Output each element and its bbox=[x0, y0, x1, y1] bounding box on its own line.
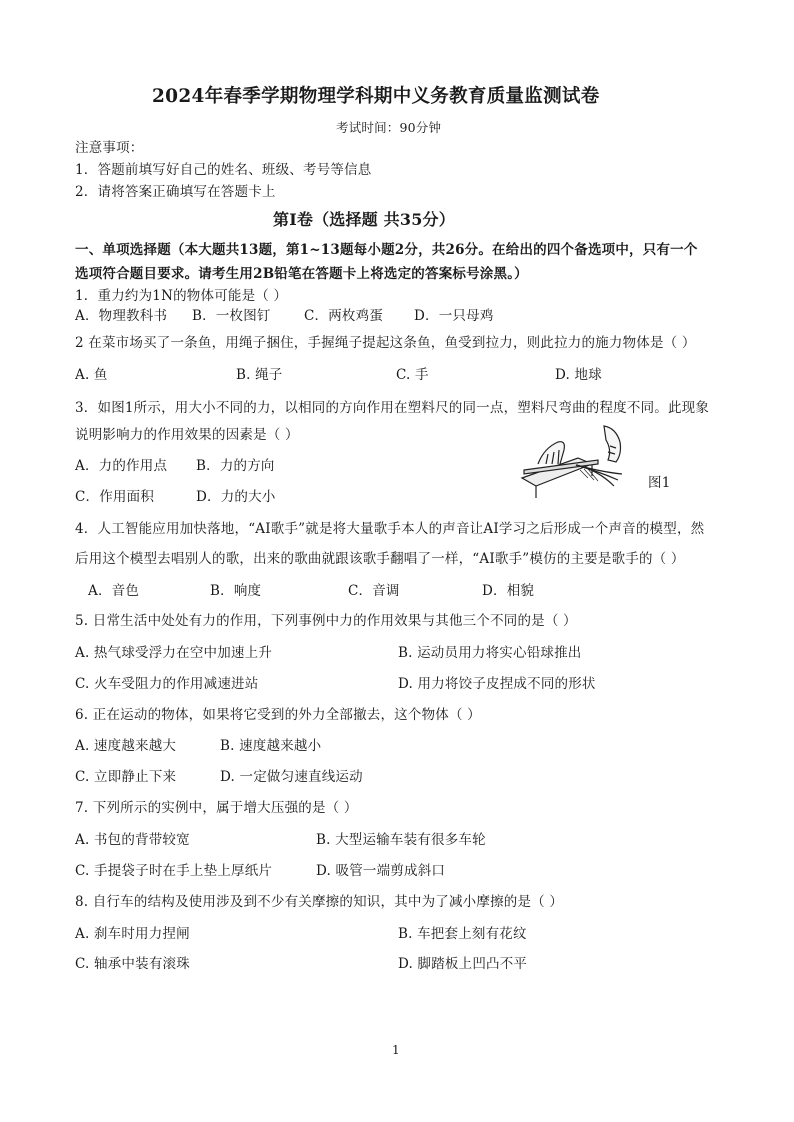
note-item-2: 2．请将答案正确填写在答题卡上 bbox=[75, 184, 276, 200]
q7-option-a: A. 书包的背带较宽 bbox=[75, 832, 190, 848]
page-number: 1 bbox=[392, 1043, 400, 1057]
q3-option-d: D．力的大小 bbox=[196, 489, 276, 505]
notes-heading: 注意事项： bbox=[75, 140, 144, 156]
q4-stem-1: 4．人工智能应用加快落地，“AI歌手”就是将大量歌手本人的声音让AI学习之后形成一个声音的模型，然 bbox=[75, 521, 705, 537]
q5-stem: 5. 日常生活中处处有力的作用，下列事例中力的作用效果与其他三个不同的是（ ） bbox=[75, 613, 577, 629]
exam-time: 考试时间：90分钟 bbox=[336, 120, 442, 135]
q6-option-d: D. 一定做匀速直线运动 bbox=[220, 769, 363, 785]
q1-option-b: B．一枚图钉 bbox=[192, 308, 271, 324]
section-instructions-1: 一、单项选择题（本大题共13题，第1~13题每小题2分，共26分。在给出的四个备选项中，只有一个 bbox=[75, 242, 698, 258]
note-item-1: 1．答题前填写好自己的姓名、班级、考号等信息 bbox=[75, 162, 372, 178]
q6-option-c: C. 立即静止下来 bbox=[75, 769, 177, 785]
q5-option-c: C. 火车受阻力的作用减速进站 bbox=[75, 676, 259, 692]
figure-1-ruler-bending bbox=[518, 420, 634, 498]
q3-stem-1: 3．如图1所示，用大小不同的力，以相同的方向作用在塑料尺的同一点，塑料尺弯曲的程度不同。此现象 bbox=[75, 400, 710, 416]
section-instructions-2: 选项符合题目要求。请考生用2B铅笔在答题卡上将选定的答案标号涂黑。） bbox=[75, 266, 528, 282]
q7-option-b: B. 大型运输车装有很多车轮 bbox=[316, 832, 486, 848]
q7-option-c: C. 手提袋子时在手上垫上厚纸片 bbox=[75, 863, 273, 879]
q3-stem-2: 说明影响力的作用效果的因素是（ ） bbox=[75, 427, 299, 443]
figure-1-label: 图1 bbox=[648, 475, 671, 491]
q1-stem: 1．重力约为1N的物体可能是（ ） bbox=[75, 288, 288, 304]
q5-option-a: A. 热气球受浮力在空中加速上升 bbox=[75, 645, 273, 661]
q4-stem-2: 后用这个模型去唱别人的歌，出来的歌曲就跟该歌手翻唱了一样，“AI歌手”模仿的主要是歌手的（ ） bbox=[75, 551, 685, 567]
q6-option-b: B. 速度越来越小 bbox=[220, 738, 322, 754]
q2-option-a: A. 鱼 bbox=[75, 367, 108, 383]
q8-option-a: A. 刹车时用力捏闸 bbox=[75, 926, 190, 942]
q3-option-b: B．力的方向 bbox=[196, 458, 275, 474]
q8-option-d: D. 脚踏板上凹凸不平 bbox=[398, 956, 528, 972]
q7-stem: 7. 下列所示的实例中，属于增大压强的是（ ） bbox=[75, 800, 358, 816]
q2-option-b: B. 绳子 bbox=[236, 367, 283, 383]
q3-option-a: A．力的作用点 bbox=[75, 458, 168, 474]
q4-option-b: B．响度 bbox=[210, 583, 262, 599]
q5-option-b: B. 运动员用力将实心铅球推出 bbox=[398, 645, 582, 661]
q1-option-a: A．物理教科书 bbox=[75, 308, 168, 324]
q6-option-a: A. 速度越来越大 bbox=[75, 738, 177, 754]
section-title: 第I卷（选择题 共35分） bbox=[273, 210, 455, 229]
q4-option-a: A．音色 bbox=[88, 583, 140, 599]
q8-option-c: C. 轴承中装有滚珠 bbox=[75, 956, 190, 972]
q2-option-d: D. 地球 bbox=[555, 367, 602, 383]
q4-option-d: D．相貌 bbox=[482, 583, 535, 599]
q6-stem: 6. 正在运动的物体，如果将它受到的外力全部撤去，这个物体（ ） bbox=[75, 707, 481, 723]
q3-option-c: C．作用面积 bbox=[75, 489, 155, 505]
q5-option-d: D. 用力将饺子皮捏成不同的形状 bbox=[398, 676, 596, 692]
q2-stem: 2 在菜市场买了一条鱼，用绳子捆住，手握绳子提起这条鱼，鱼受到拉力，则此拉力的施力物体是（ ） bbox=[75, 335, 696, 351]
q1-option-d: D．一只母鸡 bbox=[414, 308, 494, 324]
q8-option-b: B. 车把套上刻有花纹 bbox=[398, 926, 527, 942]
q7-option-d: D. 吸管一端剪成斜口 bbox=[316, 863, 446, 879]
q4-option-c: C．音调 bbox=[348, 583, 400, 599]
q1-option-c: C．两枚鸡蛋 bbox=[304, 308, 384, 324]
q8-stem: 8. 自行车的结构及使用涉及到不少有关摩擦的知识，其中为了减小摩擦的是（ ） bbox=[75, 894, 564, 910]
q2-option-c: C. 手 bbox=[396, 367, 429, 383]
exam-title: 2024年春季学期物理学科期中义务教育质量监测试卷 bbox=[152, 86, 600, 107]
